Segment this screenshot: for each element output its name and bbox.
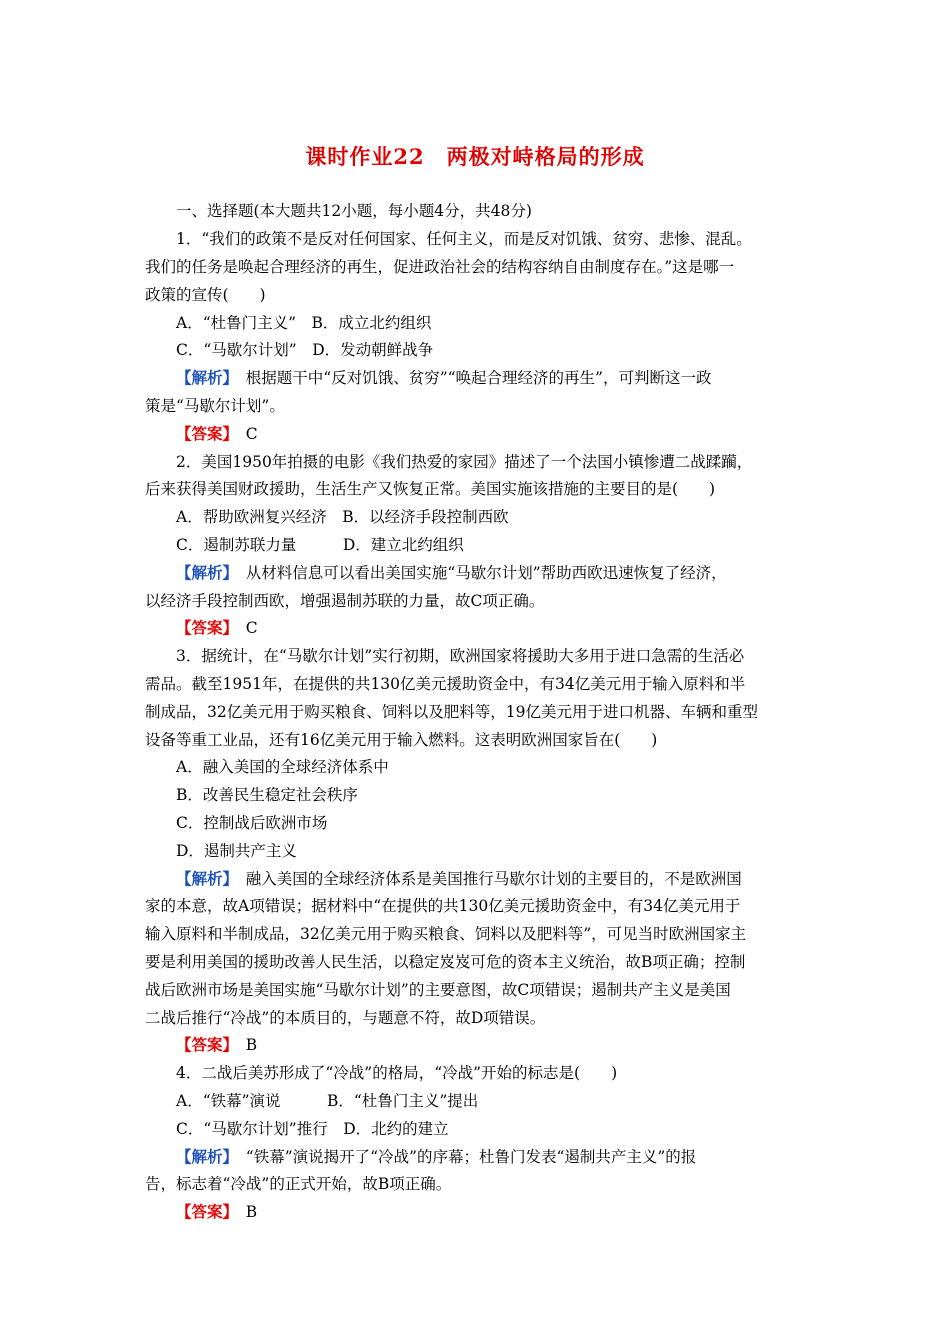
q3-stem-line: 设备等重工业品，还有16亿美元用于输入燃料。这表明欧洲国家旨在( ) <box>145 731 658 749</box>
q4-stem-line: 4．二战后美苏形成了“冷战”的格局，“冷战”开始的标志是( ) <box>176 1064 618 1082</box>
q1-options: C．“马歇尔计划” D．发动朝鲜战争 <box>176 341 434 359</box>
q3-stem-line: 制成品，32亿美元用于购买粮食、饲料以及肥料等，19亿美元用于进口机器、车辆和重型 <box>145 703 758 721</box>
q1-options: A．“杜鲁门主义” B．成立北约组织 <box>176 314 432 332</box>
answer-tag: 【答案】 <box>176 1035 231 1054</box>
q3-explanation-cont: 二战后推行“冷战”的本质目的，与题意不符，故D项错误。 <box>145 1009 546 1027</box>
q1-explanation-cont: 策是“马歇尔计划”。 <box>145 397 285 415</box>
explanation-tag: 【解析】 <box>176 368 231 387</box>
page-title: 课时作业22 两极对峙格局的形成 <box>305 144 645 169</box>
q1-stem-line: 政策的宣传( ) <box>145 286 266 304</box>
q4-answer: 【答案】 B <box>176 1202 258 1221</box>
q1-stem-line: 1．“我们的政策不是反对任何国家、任何主义，而是反对饥饿、贫穷、悲惨、混乱。 <box>176 230 752 248</box>
q1-stem-line: 我们的任务是唤起合理经济的再生，促进政治社会的结构容纳自由制度存在。”这是哪一 <box>145 258 735 276</box>
section-heading: 一、选择题(本大题共12小题，每小题4分，共48分) <box>176 202 532 220</box>
q4-explanation: 【解析】 “铁幕”演说揭开了“冷战”的序幕；杜鲁门发表“遏制共产主义”的报 <box>176 1147 697 1166</box>
explanation-tag: 【解析】 <box>176 869 231 888</box>
explanation-tag: 【解析】 <box>176 563 231 582</box>
q2-options: A．帮助欧洲复兴经济 B．以经济手段控制西欧 <box>176 508 509 526</box>
q2-stem-line: 后来获得美国财政援助，生活生产又恢复正常。美国实施该措施的主要目的是( ) <box>145 480 716 498</box>
q2-explanation: 【解析】 从材料信息可以看出美国实施“马歇尔计划”帮助西欧迅速恢复了经济， <box>176 563 727 582</box>
q2-explanation-cont: 以经济手段控制西欧，增强遏制苏联的力量，故C项正确。 <box>145 592 545 610</box>
q2-stem-line: 2．美国1950年拍摄的电影《我们热爱的家园》描述了一个法国小镇惨遭二战蹂躏， <box>176 453 753 471</box>
q3-explanation-cont: 家的本意，故A项错误；据材料中“在提供的共130亿美元援助资金中，有34亿美元用于 <box>145 897 741 915</box>
q2-answer: 【答案】 C <box>176 618 258 637</box>
q3-option-d: D．遏制共产主义 <box>176 842 297 860</box>
q3-option-c: C．控制战后欧洲市场 <box>176 814 328 832</box>
q4-options: C．“马歇尔计划”推行 D．北约的建立 <box>176 1120 449 1138</box>
q3-explanation-cont: 要是利用美国的援助改善人民生活，以稳定岌岌可危的资本主义统治，故B项正确；控制 <box>145 953 746 971</box>
answer-tag: 【答案】 <box>176 618 231 637</box>
q3-explanation: 【解析】 融入美国的全球经济体系是美国推行马歇尔计划的主要目的，不是欧洲国 <box>176 869 742 888</box>
q3-answer: 【答案】 B <box>176 1035 258 1054</box>
q2-options: C．遏制苏联力量 D．建立北约组织 <box>176 536 464 554</box>
q3-stem-line: 3．据统计，在“马歇尔计划”实行初期，欧洲国家将援助大多用于进口急需的生活必 <box>176 647 745 665</box>
q3-option-a: A．融入美国的全球经济体系中 <box>176 758 389 776</box>
q4-options: A．“铁幕”演说 B．“杜鲁门主义”提出 <box>176 1092 479 1110</box>
q1-answer: 【答案】 C <box>176 424 258 443</box>
q1-explanation: 【解析】 根据题干中“反对饥饿、贫穷”“唤起合理经济的再生”，可判断这一政 <box>176 368 712 387</box>
q3-stem-line: 需品。截至1951年，在提供的共130亿美元援助资金中，有34亿美元用于输入原料和半 <box>145 675 746 693</box>
q3-explanation-cont: 输入原料和半制成品，32亿美元用于购买粮食、饲料以及肥料等”，可见当时欧洲国家主 <box>145 925 747 943</box>
explanation-tag: 【解析】 <box>176 1147 231 1166</box>
answer-tag: 【答案】 <box>176 1202 231 1221</box>
answer-tag: 【答案】 <box>176 424 231 443</box>
q4-explanation-cont: 告，标志着“冷战”的正式开始，故B项正确。 <box>145 1175 452 1193</box>
q3-explanation-cont: 战后欧洲市场是美国实施“马歇尔计划”的主要意图，故C项错误；遏制共产主义是美国 <box>145 981 731 999</box>
q3-option-b: B．改善民生稳定社会秩序 <box>176 786 358 804</box>
